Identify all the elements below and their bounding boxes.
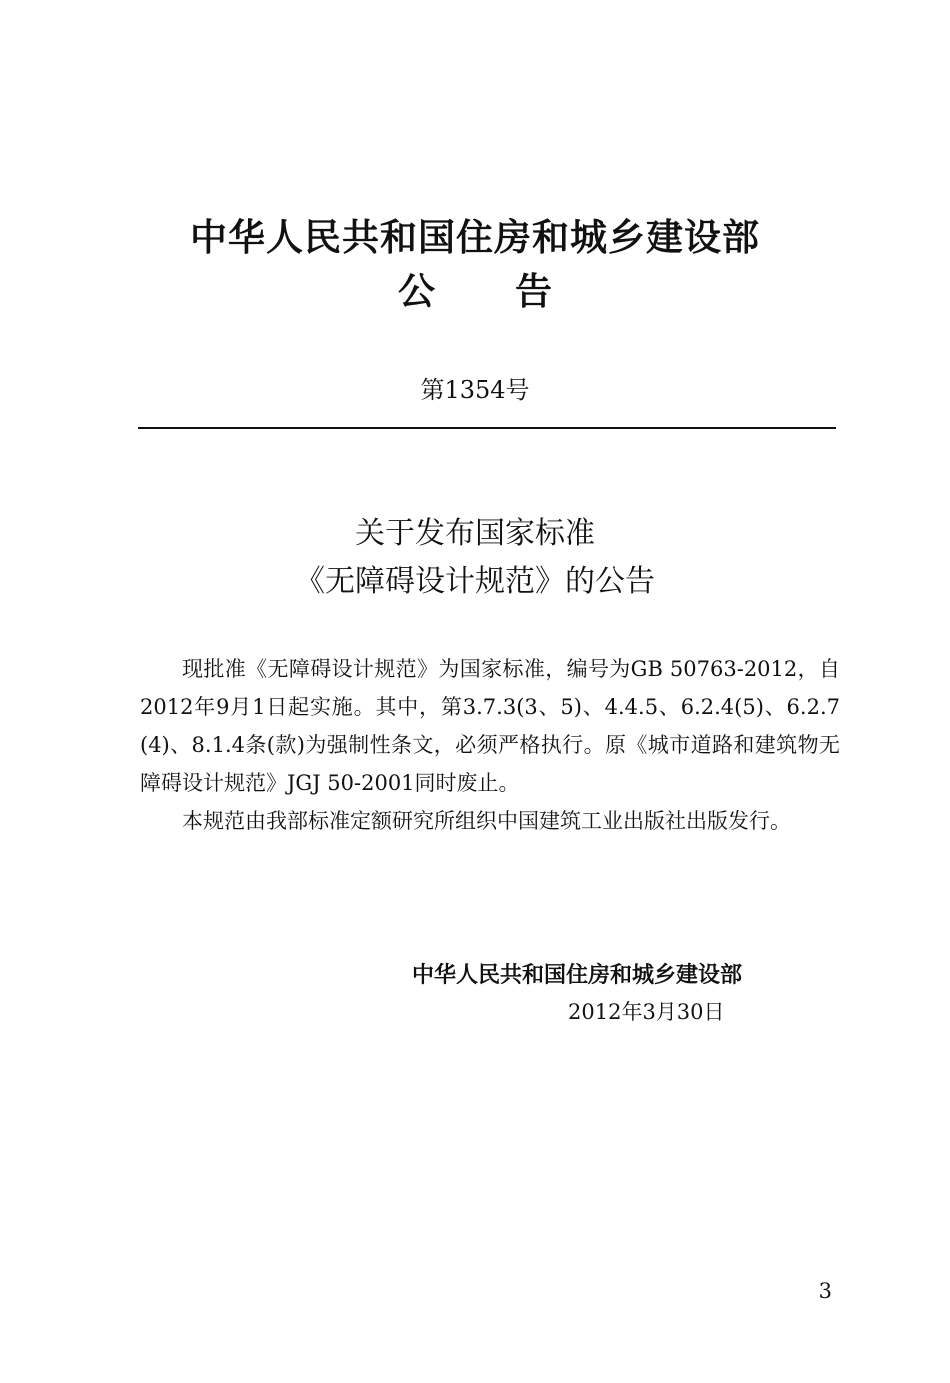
body-paragraph: 现批准《无障碍设计规范》为国家标准，编号为GB 50763-2012，自2012年9月1日起实施。其中，第3.7.3(3、5)、4.4.5、6.2.4(5)、6.2.7(4)、8.1.4条(款)为强制性条文，必须严格执行。原《城市道路和建筑物无障碍设计规范》JGJ 50-2001同时废止。 bbox=[140, 657, 840, 795]
announcement-number: 第1354号 bbox=[420, 376, 530, 404]
document-type-heading: 公告 bbox=[398, 270, 632, 313]
page-number: 3 bbox=[818, 1279, 832, 1303]
issuer-title: 中华人民共和国住房和城乡建设部 bbox=[190, 216, 760, 259]
header-divider bbox=[138, 427, 836, 429]
signature-organization: 中华人民共和国住房和城乡建设部 bbox=[412, 963, 743, 988]
announcement-body bbox=[140, 650, 840, 840]
signature-block bbox=[412, 958, 792, 1030]
subject-line-1: 关于发布国家标准 bbox=[355, 516, 595, 551]
signature-date: 2012年3月30日 bbox=[568, 1000, 725, 1024]
announcement-subject bbox=[0, 510, 950, 606]
subject-line-2: 《无障碍设计规范》的公告 bbox=[295, 564, 655, 599]
body-paragraph: 本规范由我部标准定额研究所组织中国建筑工业出版社出版发行。 bbox=[182, 809, 791, 833]
